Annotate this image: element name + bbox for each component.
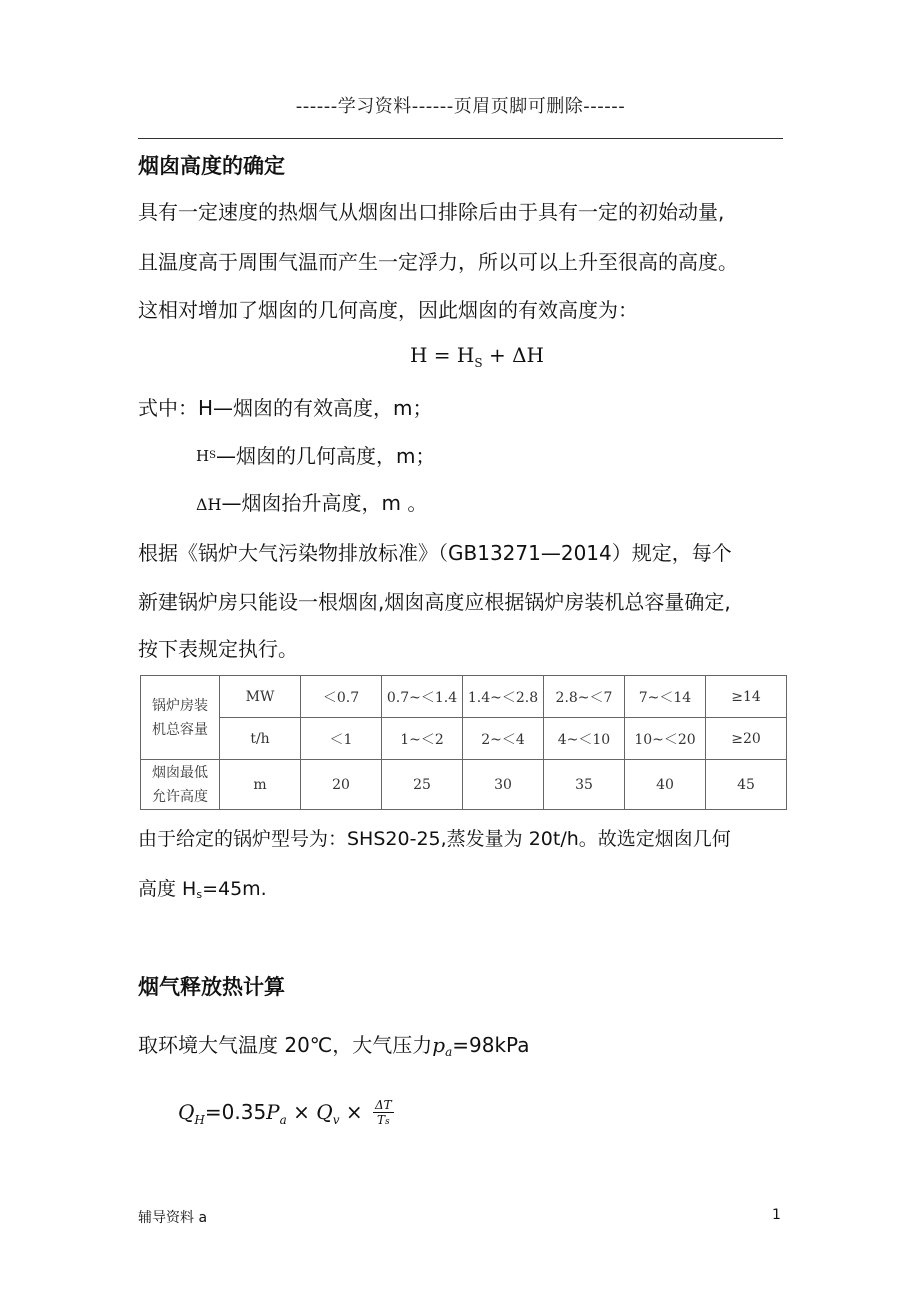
table-row-height <box>141 760 787 810</box>
formula-sub: S <box>474 356 483 370</box>
dh-text: —烟囱抬升高度，m 。 <box>221 491 428 515</box>
hs-subscript: S <box>209 450 216 461</box>
q-sub: H <box>194 1113 205 1127</box>
row-label-capacity <box>141 676 220 760</box>
footer-label: 辅导资料 a <box>138 1210 208 1226</box>
fraction-denominator <box>373 1113 394 1129</box>
formula-lhs: H = H <box>410 343 475 367</box>
standard-line: 按下表规定执行。 <box>138 637 298 661</box>
table-cell: ≥14 <box>706 676 787 718</box>
q-symbol: Q <box>178 1100 195 1124</box>
table-cell: ≥20 <box>706 718 787 760</box>
table-cell: 2~＜4 <box>463 718 544 760</box>
paragraph-line: 具有一定速度的热烟气从烟囱出口排除后由于具有一定的初始动量, <box>138 200 725 224</box>
row-label-line: 允许高度 <box>152 788 208 805</box>
row-label-min-height <box>141 760 220 810</box>
definition-dh <box>196 491 856 517</box>
times-sign: × <box>339 1100 369 1124</box>
selection-sub: s <box>196 888 203 901</box>
env-suffix: =98kPa <box>452 1033 530 1057</box>
table-cell: 1.4~＜2.8 <box>463 676 544 718</box>
row-label-line: 锅炉房装 <box>152 697 208 714</box>
definition-hs <box>196 444 856 468</box>
formula-rhs: + ΔH <box>482 343 544 367</box>
header-text: ------学习资料------页眉页脚可删除------ <box>295 96 626 117</box>
unit-th: t/h <box>220 718 301 760</box>
table-cell: 0.7~＜1.4 <box>382 676 463 718</box>
den-symbol: T <box>376 1113 385 1127</box>
row-label-line: 机总容量 <box>152 721 208 738</box>
q-eq: =0.35 <box>204 1100 267 1124</box>
selection-suffix: =45m. <box>202 878 267 900</box>
table-cell: 45 <box>706 760 787 810</box>
page-header <box>138 88 783 139</box>
unit-mw: MW <box>220 676 301 718</box>
p-symbol: P <box>266 1100 280 1124</box>
unit-m: m <box>220 760 301 810</box>
table-cell: 35 <box>544 760 625 810</box>
hs-symbol: H <box>196 447 210 465</box>
section-title-chimney-height: 烟囱高度的确定 <box>138 154 285 178</box>
standard-line: 新建锅炉房只能设一根烟囱,烟囱高度应根据锅炉房装机总容量确定, <box>138 590 731 614</box>
env-symbol: p <box>432 1033 446 1057</box>
env-sub: a <box>445 1045 453 1059</box>
table-cell: 30 <box>463 760 544 810</box>
table-row-th <box>141 718 787 760</box>
row-label-line: 烟囱最低 <box>152 764 208 781</box>
paragraph-line: 且温度高于周围气温而产生一定浮力，所以可以上升至很高的高度。 <box>138 250 738 274</box>
table-cell: 1~＜2 <box>382 718 463 760</box>
qv-sub: v <box>332 1113 340 1127</box>
table-cell: 25 <box>382 760 463 810</box>
times-sign: × <box>286 1100 317 1124</box>
environment-line <box>138 1033 798 1060</box>
dh-symbol: ΔH <box>196 495 222 514</box>
hs-text: —烟囱的几何高度，m； <box>215 444 436 468</box>
table-cell: 2.8~＜7 <box>544 676 625 718</box>
p-sub: a <box>279 1113 287 1127</box>
table-cell: 10~＜20 <box>625 718 706 760</box>
fraction-numerator: ΔT <box>374 1098 392 1112</box>
table-cell: ＜1 <box>301 718 382 760</box>
table-cell: 4~＜10 <box>544 718 625 760</box>
heat-release-formula <box>178 1098 838 1129</box>
table-cell: 20 <box>301 760 382 810</box>
table-cell: ＜0.7 <box>301 676 382 718</box>
definition-h: 式中：H—烟囱的有效高度，m； <box>138 396 433 420</box>
page-number: 1 <box>772 1207 781 1223</box>
section-title-flue-heat: 烟气释放热计算 <box>138 975 285 999</box>
paragraph-line: 这相对增加了烟囱的几何高度，因此烟囱的有效高度为： <box>138 298 638 322</box>
env-prefix: 取环境大气温度 20℃，大气压力 <box>138 1033 433 1057</box>
table-row-mw <box>141 676 787 718</box>
selection-prefix: 高度 H <box>138 878 197 900</box>
table-cell: 7~＜14 <box>625 676 706 718</box>
selection-line: 由于给定的锅炉型号为：SHS20-25,蒸发量为 20t/h。故选定烟囱几何 <box>138 828 731 850</box>
table-cell: 40 <box>625 760 706 810</box>
den-sub: s <box>384 1117 390 1127</box>
qv-symbol: Q <box>316 1100 333 1124</box>
selection-line-2 <box>138 877 798 904</box>
chimney-height-table <box>140 675 787 810</box>
effective-height-formula <box>410 343 544 370</box>
delta-t-fraction <box>373 1098 394 1129</box>
standard-line: 根据《锅炉大气污染物排放标准》（GB13271—2014）规定，每个 <box>138 541 732 565</box>
